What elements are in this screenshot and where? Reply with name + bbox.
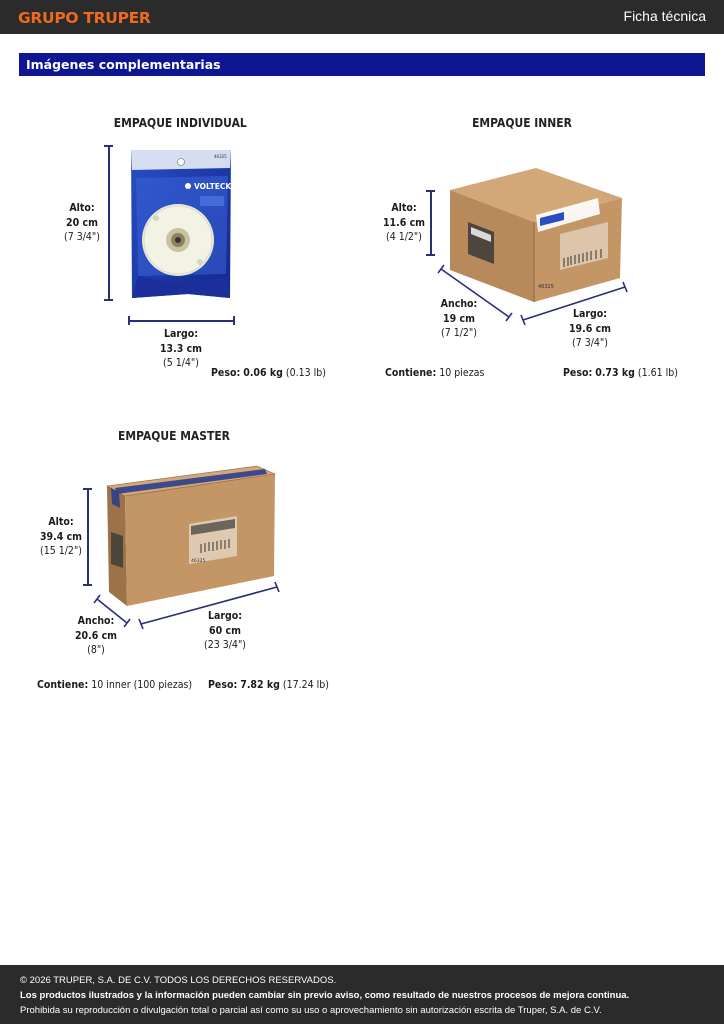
inner-alto-line <box>430 190 432 255</box>
individual-largo-cap-left <box>128 316 130 325</box>
master-title: EMPAQUE MASTER <box>118 428 230 443</box>
inner-largo-label: Largo: 19.6 cm (7 3/4") <box>568 308 612 349</box>
section-title-bar <box>19 53 705 76</box>
svg-text:46325: 46325 <box>191 559 206 564</box>
inner-ancho-label: Ancho: 19 cm (7 1/2") <box>440 298 478 339</box>
package-brand-text: VOLTECK <box>194 182 232 191</box>
master-ancho-label: Ancho: 20.6 cm (8") <box>74 615 118 656</box>
individual-peso: Peso: 0.06 kg (0.13 lb) <box>211 367 326 379</box>
inner-alto-cap-bottom <box>426 254 435 256</box>
inner-peso: Peso: 0.73 kg (1.61 lb) <box>563 367 678 379</box>
individual-alto-label: Alto: 20 cm (7 3/4") <box>64 202 100 243</box>
top-bar <box>0 0 724 34</box>
footer-prohibition: Prohibida su reproducción o divulgación total o parcial así como su uso o aprovechamiento sin autorización escrita de Truper, S.A. de C.V. <box>20 1005 602 1016</box>
individual-package-image <box>128 148 234 303</box>
individual-alto-cap-bottom <box>104 299 113 301</box>
footer-copyright: © 2026 TRUPER, S.A. DE C.V. TODOS LOS DERECHOS RESERVADOS. <box>20 975 337 986</box>
inner-alto-cap-top <box>426 190 435 192</box>
master-contiene: Contiene: 10 inner (100 piezas) <box>37 679 193 691</box>
inner-title: EMPAQUE INNER <box>472 115 572 130</box>
individual-largo-label: Largo: 13.3 cm (5 1/4") <box>159 328 203 369</box>
svg-text:46325: 46325 <box>214 154 227 159</box>
individual-title: EMPAQUE INDIVIDUAL <box>113 115 247 130</box>
footer-notice: Los productos ilustrados y la información pueden cambiar sin previo aviso, como resultado de nuestros procesos de mejora continua. <box>20 990 630 1001</box>
master-alto-cap-top <box>83 488 92 490</box>
master-largo-label: Largo: 60 cm (23 3/4") <box>204 610 246 651</box>
individual-alto-cap-top <box>104 145 113 147</box>
inner-alto-label: Alto: 11.6 cm (4 1/2") <box>382 202 426 243</box>
document-type-label: Ficha técnica <box>623 8 706 24</box>
brand-logo: GRUPO TRUPER <box>18 9 151 27</box>
section-title: Imágenes complementarias <box>26 57 221 72</box>
footer <box>0 965 724 1024</box>
inner-contiene: Contiene: 10 piezas <box>385 367 485 379</box>
master-alto-cap-bottom <box>83 584 92 586</box>
individual-largo-cap-right <box>233 316 235 325</box>
master-alto-label: Alto: 39.4 cm (15 1/2") <box>39 516 83 557</box>
master-peso: Peso: 7.82 kg (17.24 lb) <box>208 679 329 691</box>
svg-text:46325: 46325 <box>538 284 554 290</box>
individual-largo-line <box>128 320 235 322</box>
